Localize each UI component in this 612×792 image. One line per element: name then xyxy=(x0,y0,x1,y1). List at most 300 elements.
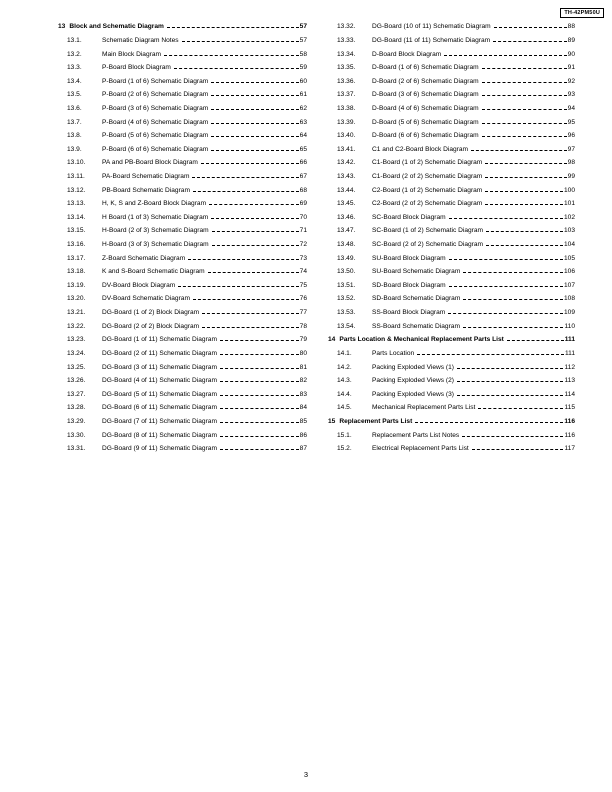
dot-leader xyxy=(457,395,564,396)
entry-title: P-Board Block Diagram xyxy=(102,64,171,72)
toc-section-entry[interactable] xyxy=(58,74,307,88)
toc-section-entry[interactable] xyxy=(58,306,307,320)
dot-leader xyxy=(192,177,298,178)
toc-section-entry[interactable] xyxy=(58,211,307,225)
entry-title: Packing Exploded Views (1) xyxy=(372,363,454,371)
toc-column-left xyxy=(58,20,307,456)
entry-title: DG-Board (4 of 11) Schematic Diagram xyxy=(102,377,217,385)
entry-number: 13.21. xyxy=(67,309,86,317)
dot-leader xyxy=(482,109,567,110)
toc-section-entry[interactable] xyxy=(328,156,575,170)
dot-leader xyxy=(167,27,299,28)
toc-section-entry[interactable] xyxy=(328,387,575,401)
entry-title: DG-Board (6 of 11) Schematic Diagram xyxy=(102,404,217,412)
entry-number: 13.10. xyxy=(67,159,86,167)
entry-number: 13.51. xyxy=(337,281,356,289)
toc-chapter-entry[interactable] xyxy=(328,333,575,347)
toc-section-entry[interactable] xyxy=(328,129,575,143)
entry-number: 13.23. xyxy=(67,336,86,344)
toc-section-entry[interactable] xyxy=(328,279,575,293)
entry-page-number: 57 xyxy=(299,23,307,31)
dot-leader xyxy=(201,163,299,164)
entry-title: Parts Location xyxy=(372,349,415,357)
entry-number: 13.34. xyxy=(337,50,356,58)
entry-number: 13.52. xyxy=(337,295,356,303)
entry-title: SC-Board (2 of 2) Schematic Diagram xyxy=(372,241,484,249)
entry-title: H Board (1 of 3) Schematic Diagram xyxy=(102,213,209,221)
entry-page-number: 60 xyxy=(299,77,307,85)
entry-number: 13.44. xyxy=(337,186,356,194)
entry-page-number: 71 xyxy=(299,227,307,235)
dot-leader xyxy=(449,218,563,219)
entry-page-number: 103 xyxy=(563,227,575,235)
entry-number: 13.33. xyxy=(337,36,356,44)
entry-title: SC-Board (1 of 2) Schematic Diagram xyxy=(372,227,484,235)
entry-title: D-Board (4 of 6) Schematic Diagram xyxy=(372,104,479,112)
toc-section-entry[interactable] xyxy=(328,61,575,75)
entry-title: DG-Board (8 of 11) Schematic Diagram xyxy=(102,431,217,439)
toc-section-entry[interactable] xyxy=(58,279,307,293)
entry-page-number: 80 xyxy=(299,349,307,357)
toc-section-entry[interactable] xyxy=(328,428,575,442)
entry-title: DG-Board (2 of 2) Block Diagram xyxy=(102,322,200,330)
entry-number: 13.35. xyxy=(337,64,356,72)
entry-number: 13.31. xyxy=(67,445,86,453)
entry-page-number: 96 xyxy=(567,132,575,140)
model-number-badge: TH-42PM50U xyxy=(560,8,604,18)
entry-page-number: 83 xyxy=(299,390,307,398)
toc-section-entry[interactable] xyxy=(58,34,307,48)
dot-leader xyxy=(486,231,563,232)
entry-title: DG-Board (7 of 11) Schematic Diagram xyxy=(102,417,217,425)
entry-page-number: 90 xyxy=(567,50,575,58)
entry-title: DG-Board (9 of 11) Schematic Diagram xyxy=(102,445,217,453)
entry-title: DG-Board (3 of 11) Schematic Diagram xyxy=(102,363,217,371)
toc-section-entry[interactable] xyxy=(58,292,307,306)
entry-number: 13.38. xyxy=(337,104,356,112)
entry-number: 13.30. xyxy=(67,431,86,439)
entry-title: P-Board (4 of 6) Schematic Diagram xyxy=(102,118,209,126)
entry-title: D-Board Block Diagram xyxy=(372,50,442,58)
dot-leader xyxy=(448,313,563,314)
toc-section-entry[interactable] xyxy=(58,129,307,143)
entry-page-number: 74 xyxy=(299,268,307,276)
dot-leader xyxy=(485,191,563,192)
entry-title: DG-Board (2 of 11) Schematic Diagram xyxy=(102,349,217,357)
dot-leader xyxy=(211,82,298,83)
toc-section-entry[interactable] xyxy=(328,183,575,197)
toc-section-entry[interactable] xyxy=(328,102,575,116)
entry-title: SS-Board Block Diagram xyxy=(372,309,446,317)
entry-page-number: 92 xyxy=(567,77,575,85)
entry-title: PB-Board Schematic Diagram xyxy=(102,186,190,194)
dot-leader xyxy=(202,313,299,314)
dot-leader xyxy=(463,299,563,300)
dot-leader xyxy=(220,340,299,341)
toc-section-entry[interactable] xyxy=(58,251,307,265)
dot-leader xyxy=(482,123,567,124)
dot-leader xyxy=(444,55,566,56)
entry-page-number: 111 xyxy=(564,336,575,344)
entry-page-number: 99 xyxy=(567,173,575,180)
entry-number: 13.36. xyxy=(337,77,356,85)
entry-number: 13.26. xyxy=(67,377,86,385)
entry-title: P-Board (6 of 6) Schematic Diagram xyxy=(102,145,209,153)
dot-leader xyxy=(193,299,299,300)
entry-title: C2-Board (2 of 2) Schematic Diagram xyxy=(372,200,483,208)
entry-page-number: 86 xyxy=(299,431,307,439)
dot-leader xyxy=(202,327,299,328)
dot-leader xyxy=(482,68,567,69)
dot-leader xyxy=(220,436,299,437)
entry-title: Parts Location & Mechanical Replacement Parts List xyxy=(339,336,504,344)
entry-title: D-Board (5 of 6) Schematic Diagram xyxy=(372,118,479,126)
entry-page-number: 87 xyxy=(299,445,307,453)
dot-leader xyxy=(478,408,563,409)
toc-section-entry[interactable] xyxy=(328,374,575,388)
entry-number: 13 xyxy=(58,23,66,31)
toc-section-entry[interactable] xyxy=(328,170,575,184)
toc-chapter-entry[interactable] xyxy=(328,415,575,429)
toc-section-entry[interactable] xyxy=(328,360,575,374)
entry-page-number: 61 xyxy=(299,91,307,99)
toc-section-entry[interactable] xyxy=(58,347,307,361)
entry-page-number: 77 xyxy=(299,309,307,317)
entry-page-number: 95 xyxy=(567,118,575,126)
entry-title: H-Board (3 of 3) Schematic Diagram xyxy=(102,241,209,249)
entry-title: C1-Board (1 of 2) Schematic Diagram xyxy=(372,159,483,167)
toc-section-entry[interactable] xyxy=(58,47,307,61)
entry-page-number: 112 xyxy=(564,363,575,371)
toc-section-entry[interactable] xyxy=(58,115,307,129)
entry-number: 13.7. xyxy=(67,118,82,126)
entry-number: 13.14. xyxy=(67,213,86,221)
entry-page-number: 59 xyxy=(299,64,307,72)
entry-number: 14.2. xyxy=(337,363,352,371)
entry-number: 15.1. xyxy=(337,431,352,439)
entry-page-number: 116 xyxy=(564,431,575,439)
toc-section-entry[interactable] xyxy=(328,306,575,320)
dot-leader xyxy=(507,340,564,341)
dot-leader xyxy=(220,368,299,369)
toc-section-entry[interactable] xyxy=(328,74,575,88)
entry-page-number: 75 xyxy=(299,281,307,289)
entry-title: P-Board (3 of 6) Schematic Diagram xyxy=(102,104,209,112)
toc-section-entry[interactable] xyxy=(328,115,575,129)
dot-leader xyxy=(462,436,563,437)
entry-title: Replacement Parts List xyxy=(339,417,413,425)
toc-section-entry[interactable] xyxy=(328,292,575,306)
entry-title: SS-Board Schematic Diagram xyxy=(372,322,460,330)
toc-section-entry[interactable] xyxy=(328,319,575,333)
toc-section-entry[interactable] xyxy=(58,88,307,102)
entry-page-number: 98 xyxy=(567,159,575,167)
entry-page-number: 117 xyxy=(564,445,575,453)
page-number: 3 xyxy=(303,770,309,779)
toc-section-entry[interactable] xyxy=(58,265,307,279)
toc-section-entry[interactable] xyxy=(58,183,307,197)
toc-section-entry[interactable] xyxy=(58,224,307,238)
entry-title: P-Board (2 of 6) Schematic Diagram xyxy=(102,91,209,99)
entry-number: 13.15. xyxy=(67,227,86,235)
entry-title: SU-Board Schematic Diagram xyxy=(372,268,461,276)
toc-section-entry[interactable] xyxy=(328,197,575,211)
dot-leader xyxy=(417,354,564,355)
entry-page-number: 89 xyxy=(567,36,575,44)
entry-title: DG-Board (11 of 11) Schematic Diagram xyxy=(372,36,491,44)
toc-section-entry[interactable] xyxy=(328,224,575,238)
dot-leader xyxy=(188,259,298,260)
toc-section-entry[interactable] xyxy=(58,170,307,184)
toc-section-entry[interactable] xyxy=(58,333,307,347)
entry-title: H, K, S and Z-Board Block Diagram xyxy=(102,200,207,208)
toc-section-entry[interactable] xyxy=(328,347,575,361)
entry-number: 13.39. xyxy=(337,118,356,126)
entry-page-number: 104 xyxy=(563,241,575,249)
entry-title: H-Board (2 of 3) Schematic Diagram xyxy=(102,227,209,235)
entry-number: 13.5. xyxy=(67,91,82,99)
entry-number: 14 xyxy=(328,336,336,344)
entry-page-number: 108 xyxy=(563,295,575,303)
entry-number: 13.42. xyxy=(337,159,356,167)
dot-leader xyxy=(178,286,298,287)
entry-number: 13.22. xyxy=(67,322,86,330)
entry-title: DV-Board Block Diagram xyxy=(102,281,176,289)
dot-leader xyxy=(472,449,564,450)
entry-number: 13.27. xyxy=(67,390,86,398)
entry-page-number: 76 xyxy=(299,295,307,303)
entry-page-number: 105 xyxy=(563,254,575,262)
entry-title: SD-Board Schematic Diagram xyxy=(372,295,461,303)
entry-page-number: 85 xyxy=(299,417,307,425)
toc-section-entry[interactable] xyxy=(58,197,307,211)
entry-page-number: 70 xyxy=(299,213,307,221)
entry-number: 13.47. xyxy=(337,227,356,235)
toc-section-entry[interactable] xyxy=(328,142,575,156)
entry-title: DV-Board Schematic Diagram xyxy=(102,295,190,303)
entry-number: 13.25. xyxy=(67,363,86,371)
toc-section-entry[interactable] xyxy=(328,265,575,279)
toc-section-entry[interactable] xyxy=(58,428,307,442)
entry-title: SC-Board Block Diagram xyxy=(372,213,446,221)
entry-number: 13.18. xyxy=(67,268,86,276)
entry-title: Packing Exploded Views (2) xyxy=(372,377,454,385)
entry-number: 13.43. xyxy=(337,173,356,180)
entry-page-number: 63 xyxy=(299,118,307,126)
entry-number: 13.19. xyxy=(67,281,86,289)
toc-section-entry[interactable] xyxy=(328,20,575,34)
dot-leader xyxy=(485,204,563,205)
entry-title: C2-Board (1 of 2) Schematic Diagram xyxy=(372,186,483,194)
entry-page-number: 58 xyxy=(299,50,307,58)
toc-section-entry[interactable] xyxy=(58,374,307,388)
dot-leader xyxy=(220,449,299,450)
entry-number: 13.49. xyxy=(337,254,356,262)
entry-number: 13.37. xyxy=(337,91,356,99)
entry-page-number: 110 xyxy=(564,322,575,330)
entry-number: 13.50. xyxy=(337,268,356,276)
entry-number: 13.40. xyxy=(337,132,356,140)
entry-page-number: 97 xyxy=(567,145,575,153)
entry-number: 13.4. xyxy=(67,77,82,85)
entry-page-number: 102 xyxy=(563,213,575,221)
entry-page-number: 69 xyxy=(299,200,307,208)
entry-page-number: 66 xyxy=(299,159,307,167)
entry-page-number: 79 xyxy=(299,336,307,344)
toc-section-entry[interactable] xyxy=(328,88,575,102)
entry-page-number: 88 xyxy=(567,23,575,31)
entry-title: DG-Board (10 of 11) Schematic Diagram xyxy=(372,23,491,31)
entry-page-number: 82 xyxy=(299,377,307,385)
entry-number: 13.9. xyxy=(67,145,82,153)
dot-leader xyxy=(482,82,567,83)
dot-leader xyxy=(482,95,567,96)
dot-leader xyxy=(220,381,299,382)
toc-section-entry[interactable] xyxy=(58,156,307,170)
entry-number: 13.20. xyxy=(67,295,86,303)
entry-title: Z-Board Schematic Diagram xyxy=(102,254,186,262)
toc-section-entry[interactable] xyxy=(328,238,575,252)
entry-number: 13.29. xyxy=(67,417,86,425)
dot-leader xyxy=(415,422,563,423)
entry-number: 13.2. xyxy=(67,50,82,58)
dot-leader xyxy=(493,41,567,42)
entry-title: D-Board (1 of 6) Schematic Diagram xyxy=(372,64,479,72)
entry-number: 13.46. xyxy=(337,213,356,221)
toc-section-entry[interactable] xyxy=(58,61,307,75)
entry-page-number: 101 xyxy=(563,200,575,208)
dot-leader xyxy=(449,286,563,287)
toc-section-entry[interactable] xyxy=(58,415,307,429)
entry-number: 14.4. xyxy=(337,390,352,398)
entry-title: K and S-Board Schematic Diagram xyxy=(102,268,205,276)
entry-page-number: 68 xyxy=(299,186,307,194)
entry-page-number: 72 xyxy=(299,241,307,249)
entry-page-number: 113 xyxy=(564,377,575,385)
toc-chapter-entry[interactable] xyxy=(58,20,307,34)
dot-leader xyxy=(220,408,299,409)
entry-title: C1 and C2-Board Block Diagram xyxy=(372,145,469,153)
entry-title: P-Board (5 of 6) Schematic Diagram xyxy=(102,132,209,140)
toc-section-entry[interactable] xyxy=(58,319,307,333)
entry-number: 13.24. xyxy=(67,349,86,357)
entry-page-number: 93 xyxy=(567,91,575,99)
dot-leader xyxy=(212,231,299,232)
dot-leader xyxy=(211,109,298,110)
entry-number: 13.45. xyxy=(337,200,356,208)
dot-leader xyxy=(457,368,564,369)
entry-number: 13.8. xyxy=(67,132,82,140)
entry-page-number: 114 xyxy=(564,390,575,398)
entry-title: D-Board (6 of 6) Schematic Diagram xyxy=(372,132,479,140)
dot-leader xyxy=(457,381,564,382)
dot-leader xyxy=(485,177,566,178)
entry-title: PA and PB-Board Block Diagram xyxy=(102,159,198,167)
dot-leader xyxy=(211,95,298,96)
toc-section-entry[interactable] xyxy=(328,251,575,265)
entry-page-number: 57 xyxy=(299,36,307,44)
entry-title: Main Block Diagram xyxy=(102,50,161,58)
dot-leader xyxy=(220,422,299,423)
toc-section-entry[interactable] xyxy=(58,401,307,415)
toc-section-entry[interactable] xyxy=(328,34,575,48)
entry-number: 13.6. xyxy=(67,104,82,112)
toc-section-entry[interactable] xyxy=(58,442,307,456)
entry-number: 13.16. xyxy=(67,241,86,249)
entry-number: 13.28. xyxy=(67,404,86,412)
entry-page-number: 91 xyxy=(567,64,575,72)
dot-leader xyxy=(463,272,563,273)
dot-leader xyxy=(220,354,299,355)
entry-title: P-Board (1 of 6) Schematic Diagram xyxy=(102,77,209,85)
entry-number: 14.1. xyxy=(337,349,352,357)
dot-leader xyxy=(211,136,298,137)
dot-leader xyxy=(482,136,567,137)
entry-title: D-Board (2 of 6) Schematic Diagram xyxy=(372,77,479,85)
entry-page-number: 107 xyxy=(563,281,575,289)
entry-title: SD-Board Block Diagram xyxy=(372,281,446,289)
dot-leader xyxy=(174,68,299,69)
toc-section-entry[interactable] xyxy=(328,442,575,456)
toc-section-entry[interactable] xyxy=(58,142,307,156)
entry-number: 13.54. xyxy=(337,322,356,330)
dot-leader xyxy=(193,191,299,192)
entry-page-number: 64 xyxy=(299,132,307,140)
toc-section-entry[interactable] xyxy=(328,47,575,61)
dot-leader xyxy=(485,163,566,164)
entry-page-number: 84 xyxy=(299,404,307,412)
entry-title: DG-Board (5 of 11) Schematic Diagram xyxy=(102,390,217,398)
dot-leader xyxy=(211,123,298,124)
entry-title: Electrical Replacement Parts List xyxy=(372,445,469,453)
dot-leader xyxy=(212,245,299,246)
dot-leader xyxy=(494,27,567,28)
toc-section-entry[interactable] xyxy=(58,387,307,401)
entry-page-number: 94 xyxy=(567,104,575,112)
entry-number: 14.3. xyxy=(337,377,352,385)
dot-leader xyxy=(449,259,563,260)
entry-number: 13.13. xyxy=(67,200,86,208)
dot-leader xyxy=(208,272,299,273)
entry-number: 13.17. xyxy=(67,254,86,262)
dot-leader xyxy=(463,327,564,328)
entry-title: Replacement Parts List Notes xyxy=(372,431,460,439)
entry-page-number: 115 xyxy=(564,404,575,412)
entry-title: DG-Board (1 of 11) Schematic Diagram xyxy=(102,336,217,344)
entry-title: DG-Board (1 of 2) Block Diagram xyxy=(102,309,200,317)
entry-page-number: 78 xyxy=(299,322,307,330)
dot-leader xyxy=(471,150,567,151)
entry-number: 14.5. xyxy=(337,404,352,412)
entry-title: Mechanical Replacement Parts List xyxy=(372,404,476,412)
dot-leader xyxy=(220,395,299,396)
entry-title: PA-Board Schematic Diagram xyxy=(102,173,190,180)
toc-section-entry[interactable] xyxy=(58,238,307,252)
entry-number: 15 xyxy=(328,417,336,425)
toc-column-right xyxy=(328,20,575,456)
entry-number: 13.1. xyxy=(67,36,82,44)
entry-number: 13.41. xyxy=(337,145,356,153)
entry-page-number: 116 xyxy=(564,417,575,425)
toc-section-entry[interactable] xyxy=(328,401,575,415)
toc-section-entry[interactable] xyxy=(328,211,575,225)
entry-number: 13.11. xyxy=(67,173,85,180)
entry-page-number: 73 xyxy=(299,254,307,262)
dot-leader xyxy=(164,55,299,56)
dot-leader xyxy=(211,150,298,151)
toc-section-entry[interactable] xyxy=(58,360,307,374)
toc-section-entry[interactable] xyxy=(58,102,307,116)
